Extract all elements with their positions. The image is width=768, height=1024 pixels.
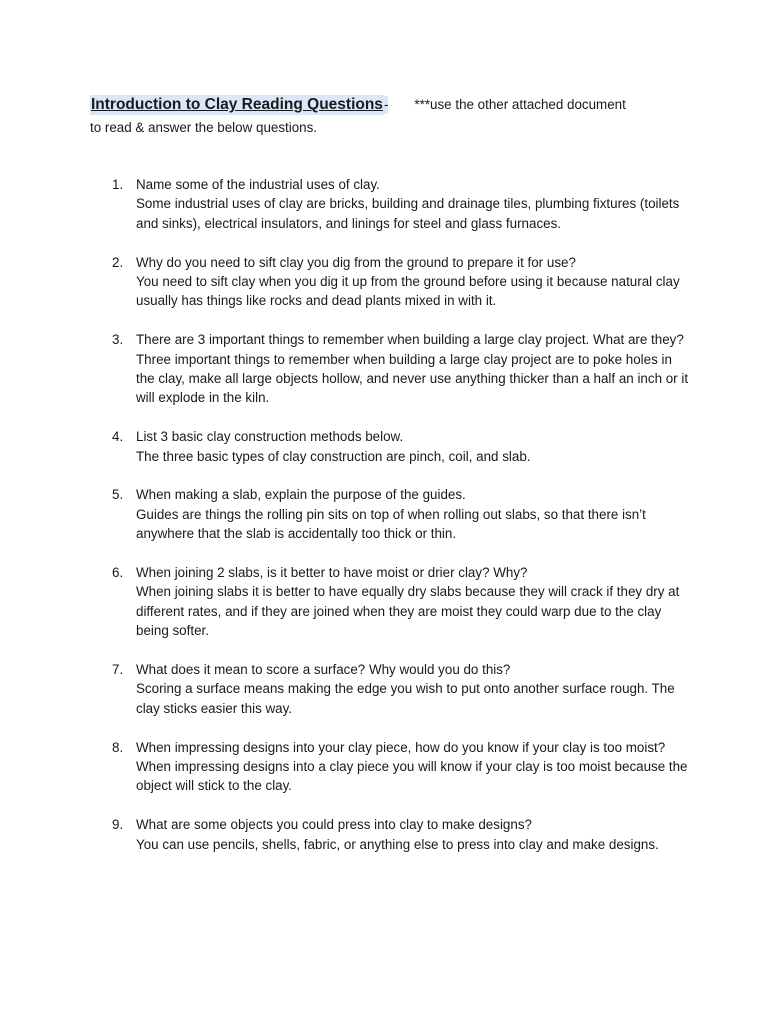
question-text: When impressing designs into your clay piece, how do you know if your clay is too moist? — [136, 739, 666, 755]
instruction-note-continued: to read & answer the below questions. — [90, 120, 318, 135]
question-text: Name some of the industrial uses of clay. — [136, 177, 380, 192]
answer-text: When impressing designs into a clay piece you will know if your clay is too moist because the object will stick to the clay. — [136, 759, 688, 794]
answer-text: You can use pencils, shells, fabric, or anything else to press into clay and make designs. — [136, 836, 659, 852]
question-item — [90, 563, 690, 641]
question-item — [90, 738, 690, 796]
answer-text: Three important things to remember when building a large clay project are to poke holes in the clay, make all large objects hollow, and never use anything thicker than a half an inch or it will explode in the kiln. — [136, 351, 689, 406]
question-text: What does it mean to score a surface? Why would you do this? — [136, 662, 511, 678]
question-item — [90, 485, 690, 543]
question-number: 4. — [112, 429, 124, 445]
question-item — [90, 427, 690, 466]
question-text: Why do you need to sift clay you dig from the ground to prepare it for use? — [136, 254, 576, 270]
document-header — [90, 93, 690, 139]
answer-text: You need to sift clay when you dig it up from the ground before using it because natural clay usually has things like rocks and dead plants mixed in with it. — [136, 274, 680, 309]
question-text: List 3 basic clay construction methods below. — [136, 429, 404, 445]
question-item — [90, 660, 690, 718]
question-number: 8. — [112, 739, 124, 755]
answer-text: Guides are things the rolling pin sits on top of when rolling out slabs, so that there isn’t anywhere that the slab is accidentally too thick or thin. — [136, 506, 646, 542]
question-number: 5. — [112, 487, 124, 503]
question-item — [90, 253, 690, 311]
question-number: 9. — [112, 817, 124, 833]
question-item — [90, 175, 690, 233]
question-number: 2. — [112, 254, 124, 270]
answer-text: The three basic types of clay construction are pinch, coil, and slab. — [136, 448, 531, 464]
question-text: When making a slab, explain the purpose of the guides. — [136, 487, 466, 503]
question-text: When joining 2 slabs, is it better to have moist or drier clay? Why? — [136, 565, 528, 581]
title-dash: - — [383, 97, 389, 112]
question-item — [90, 330, 690, 408]
answer-text: Scoring a surface means making the edge you wish to put onto another surface rough. The clay sticks easier this way. — [136, 681, 675, 716]
question-list — [90, 175, 690, 873]
question-text: There are 3 important things to remember when building a large clay project. What are they? — [136, 332, 684, 348]
document-title: Introduction to Clay Reading Questions — [91, 96, 383, 113]
instruction-note: ***use the other attached document — [414, 97, 626, 112]
answer-text: When joining slabs it is better to have equally dry slabs because they will crack if they dry at different rates, and if they are joined when they are moist they could warp due to the clay being softer. — [136, 584, 680, 639]
question-number: 6. — [112, 565, 124, 581]
question-number: 7. — [112, 662, 124, 678]
question-number: 1. — [112, 177, 124, 192]
answer-text: Some industrial uses of clay are bricks, building and drainage tiles, plumbing fixtures (toilets and sinks), electrical insulators, and linings for steel and glass furnaces. — [136, 196, 680, 231]
question-number: 3. — [112, 332, 124, 348]
question-item — [90, 815, 690, 854]
question-text: What are some objects you could press into clay to make designs? — [136, 817, 532, 833]
